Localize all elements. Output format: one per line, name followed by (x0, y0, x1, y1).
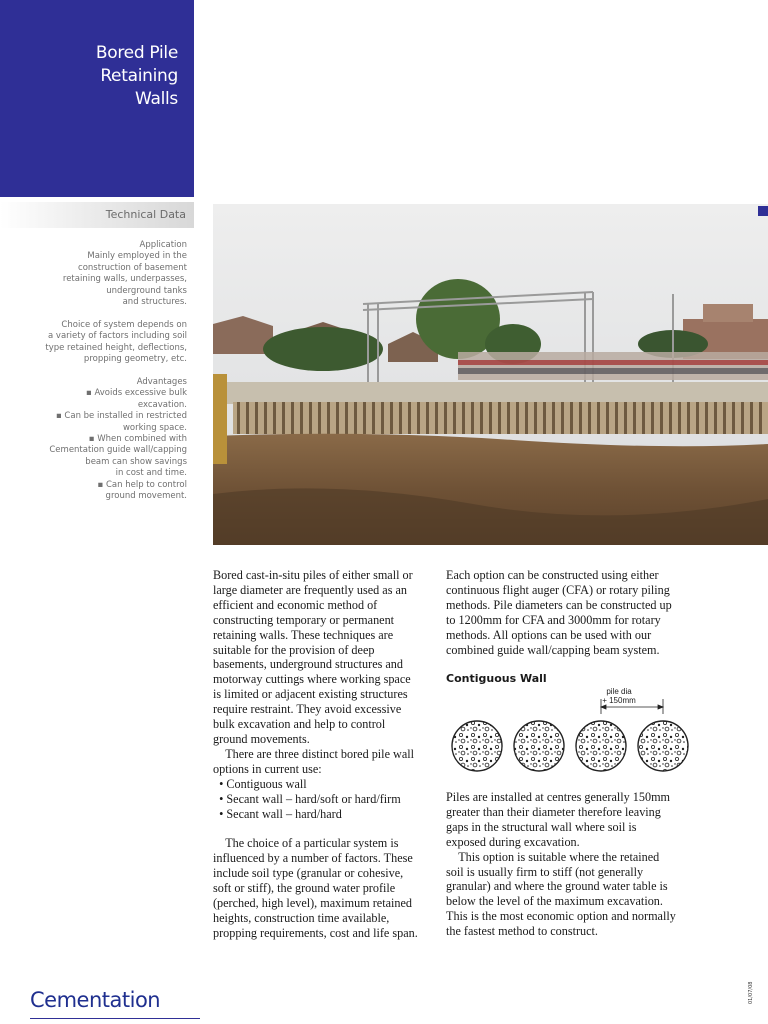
logo-underline (30, 1018, 200, 1019)
contiguous-wall-text: Piles are installed at centres generally 150mm greater than their diameter therefore leaving gaps in the structural wall where soil is exposed during excavation. This option is suitable where the retained soil is usually firm to stiff (not generally granular) and where the ground water table is below the level of the maximum excavation. This is the most economic option and normally the fastest method to construct. (446, 790, 676, 939)
list-item: • Secant wall – hard/soft or hard/firm (213, 791, 401, 806)
technical-data-bar (0, 202, 194, 228)
document-code: 01/07/08 (748, 981, 754, 1004)
pile-dia-label-line1: pile dia (606, 687, 632, 696)
pile-dia-label-line2: + 150mm (602, 696, 636, 705)
sidebar-application: Application Mainly employed in the construction of basement retaining walls, underpasses, underground tanks and structures. (27, 240, 187, 308)
options-paragraph: Each option can be constructed using either continuous flight auger (CFA) or rotary piling methods. Pile diameters can be constructed up to 1200mm for CFA and 3000mm for rotary methods. All options can be used with our combined guide wall/capping beam system. (446, 568, 672, 657)
construction-site-image (213, 204, 768, 545)
site-photo (213, 204, 768, 545)
contiguous-wall-diagram (446, 684, 694, 780)
contiguous-wall-heading: Contiguous Wall (446, 672, 547, 685)
sidebar-advantages: Advantages ▪ Avoids excessive bulk excavation. ▪ Can be installed in restricted working space. ▪ When combined with Cementation guide wall/capping beam can show savings in cost and time. ▪ Can help to control ground movement. (27, 377, 187, 502)
list-item: • Secant wall – hard/hard (213, 806, 342, 821)
intro-column: Bored cast-in-situ piles of either small or large diameter are frequently used as an efficient and economic method of constructing temporary or permanent retaining walls. These techniques are suitable for the provision of deep basements, underground structures and motorway cuttings where working space is limited or adjacent existing structures require restraint. They avoid excessive bulk excavation and help to control ground movements. There are three distinct bored pile wall options in current use: • Contiguous wall • Secant wall – hard/soft or hard/firm • Secant wall – hard/hard The choice of a particular system is influenced by a number of factors. These include soil type (granular or cohesive, soft or stiff), the ground water profile (perched, high level), maximum retained heights, construction time available, propping requirements, cost and life span. (213, 568, 418, 940)
cementation-logo: Cementation (30, 988, 161, 1012)
page-title: Bored Pile Retaining Walls (95, 43, 178, 109)
pile-cross-section (452, 721, 502, 771)
pile-cross-section (638, 721, 688, 771)
pile-cross-section (514, 721, 564, 771)
sidebar-choice: Choice of system depends on a variety of factors including soil type retained height, deflections, propping geometry, etc. (45, 320, 187, 365)
advantages-heading: Advantages (136, 377, 187, 387)
pile-plan-diagram (446, 684, 694, 780)
title-block (0, 0, 194, 197)
paragraph-gap (213, 821, 418, 836)
brand-square-marker (758, 206, 768, 216)
technical-data-label: Technical Data (105, 208, 186, 221)
application-heading: Application (139, 240, 187, 250)
pile-cross-section (576, 721, 626, 771)
list-item: • Contiguous wall (213, 776, 307, 791)
